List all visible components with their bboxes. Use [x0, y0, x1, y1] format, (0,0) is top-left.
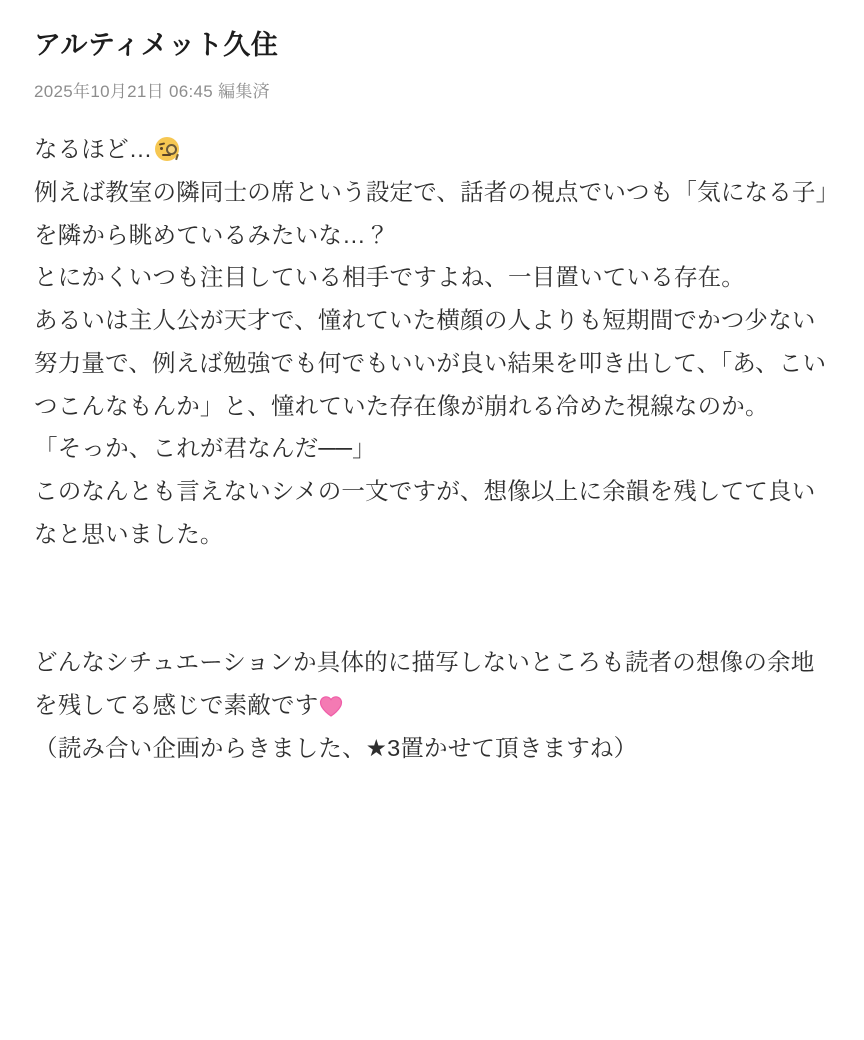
paragraph-spacer-2	[34, 599, 838, 642]
paragraph-1-text: なるほど…	[34, 136, 153, 163]
paragraph-8: （読み合い企画からきました、★3置かせて頂きますね）	[34, 734, 638, 761]
paragraph-2: 例えば教室の隣同士の席という設定で、話者の視点でいつも「気になる子」を隣から眺めているみたいな…？	[34, 178, 828, 248]
left-edge-rule	[0, 0, 3, 1040]
paragraph-6: このなんとも言えないシメの一文ですが、想像以上に余韻を残してて良いなと思いました。	[34, 478, 816, 547]
paragraph-7	[34, 641, 838, 727]
post-timestamp: 2025年10月21日 06:45 編集済	[34, 82, 270, 102]
monocle-face-icon	[154, 136, 180, 162]
paragraph-4: あるいは主人公が天才で、憧れていた横顔の人よりも短期間でかつ少ない努力量で、例えば勉強でも何でもいいが良い結果を叩き出して、「あ、こいつこんなもんか」と、憧れていた存在像が崩れる冷めた視線なのか。	[34, 307, 827, 419]
paragraph-7-text: どんなシチュエーションか具体的に描写しないところも読者の想像の余地を残してる感じで素敵です	[34, 649, 815, 719]
post-body	[34, 128, 838, 769]
page-title: アルティメット久住	[34, 30, 279, 60]
paragraph-3: とにかくいつも注目している相手ですよね、一目置いている存在。	[34, 264, 745, 291]
pink-heart-icon	[319, 695, 343, 717]
paragraph-1	[34, 128, 838, 171]
paragraph-5: 「そっか、これが君なんだ──」	[34, 435, 376, 462]
paragraph-spacer-1	[34, 556, 838, 599]
